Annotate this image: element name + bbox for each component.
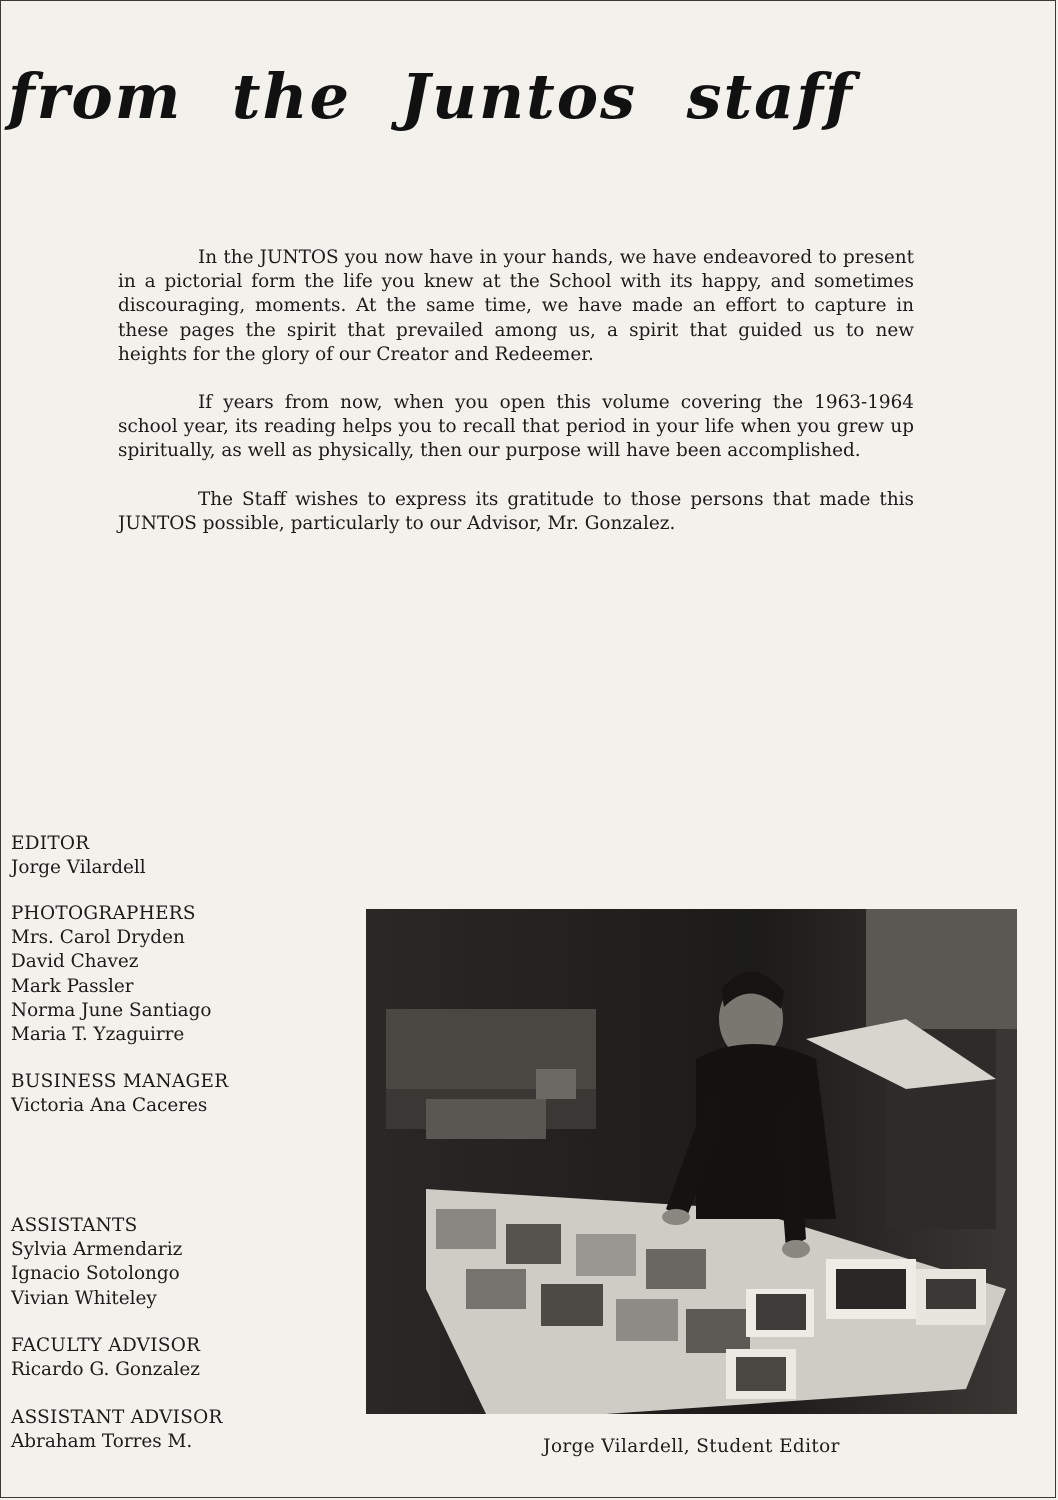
staff-group-photographers: [11, 902, 211, 1047]
staff-role: ASSISTANTS: [11, 1215, 138, 1236]
photo-caption: Jorge Vilardell, Student Editor: [543, 1436, 840, 1457]
staff-name: Ricardo G. Gonzalez: [11, 1359, 200, 1381]
staff-group-assistant-advisor: [11, 1406, 223, 1454]
staff-name: Abraham Torres M.: [11, 1431, 193, 1453]
intro-text: [118, 246, 914, 560]
staff-group-business-manager: [11, 1070, 228, 1118]
staff-role: FACULTY ADVISOR: [11, 1335, 201, 1356]
staff-name: David Chavez: [11, 951, 139, 973]
staff-name: Mark Passler: [11, 975, 134, 997]
staff-name: Jorge Vilardell: [11, 857, 146, 879]
staff-group-editor: [11, 832, 146, 880]
intro-paragraph: If years from now, when you open this volume covering the 1963-1964 school year, its reading helps you to recall that period in your life when you grew up spiritually, as well as physically, then our purpose will have been accomplished.: [118, 392, 914, 462]
staff-name: Ignacio Sotolongo: [11, 1263, 180, 1285]
intro-paragraph: In the JUNTOS you now have in your hands, we have endeavored to present in a pictorial form the life you knew at the School with its happy, and sometimes discouraging, moments. At the same time, we have made an effort to capture in these pages the spirit that prevailed among us, a spirit that guided us to new heights for the glory of our Creator and Redeemer.: [118, 247, 914, 365]
editor-photo: [366, 909, 1017, 1414]
page-title: from the Juntos staff: [8, 60, 854, 133]
staff-name: Maria T. Yzaguirre: [11, 1024, 185, 1046]
staff-name: Victoria Ana Caceres: [11, 1095, 208, 1117]
staff-role: ASSISTANT ADVISOR: [11, 1407, 223, 1428]
staff-name: Sylvia Armendariz: [11, 1239, 183, 1261]
staff-group-assistants: [11, 1214, 182, 1311]
staff-name: Mrs. Carol Dryden: [11, 927, 185, 949]
staff-name: Vivian Whiteley: [11, 1287, 157, 1309]
staff-group-faculty-advisor: [11, 1334, 200, 1382]
staff-role: BUSINESS MANAGER: [11, 1071, 229, 1092]
staff-name: Norma June Santiago: [11, 999, 212, 1021]
intro-paragraph: The Staff wishes to express its gratitude to those persons that made this JUNTOS possible, particularly to our Advisor, Mr. Gonzalez.: [118, 488, 914, 534]
staff-role: PHOTOGRAPHERS: [11, 903, 196, 924]
staff-role: EDITOR: [11, 833, 90, 854]
